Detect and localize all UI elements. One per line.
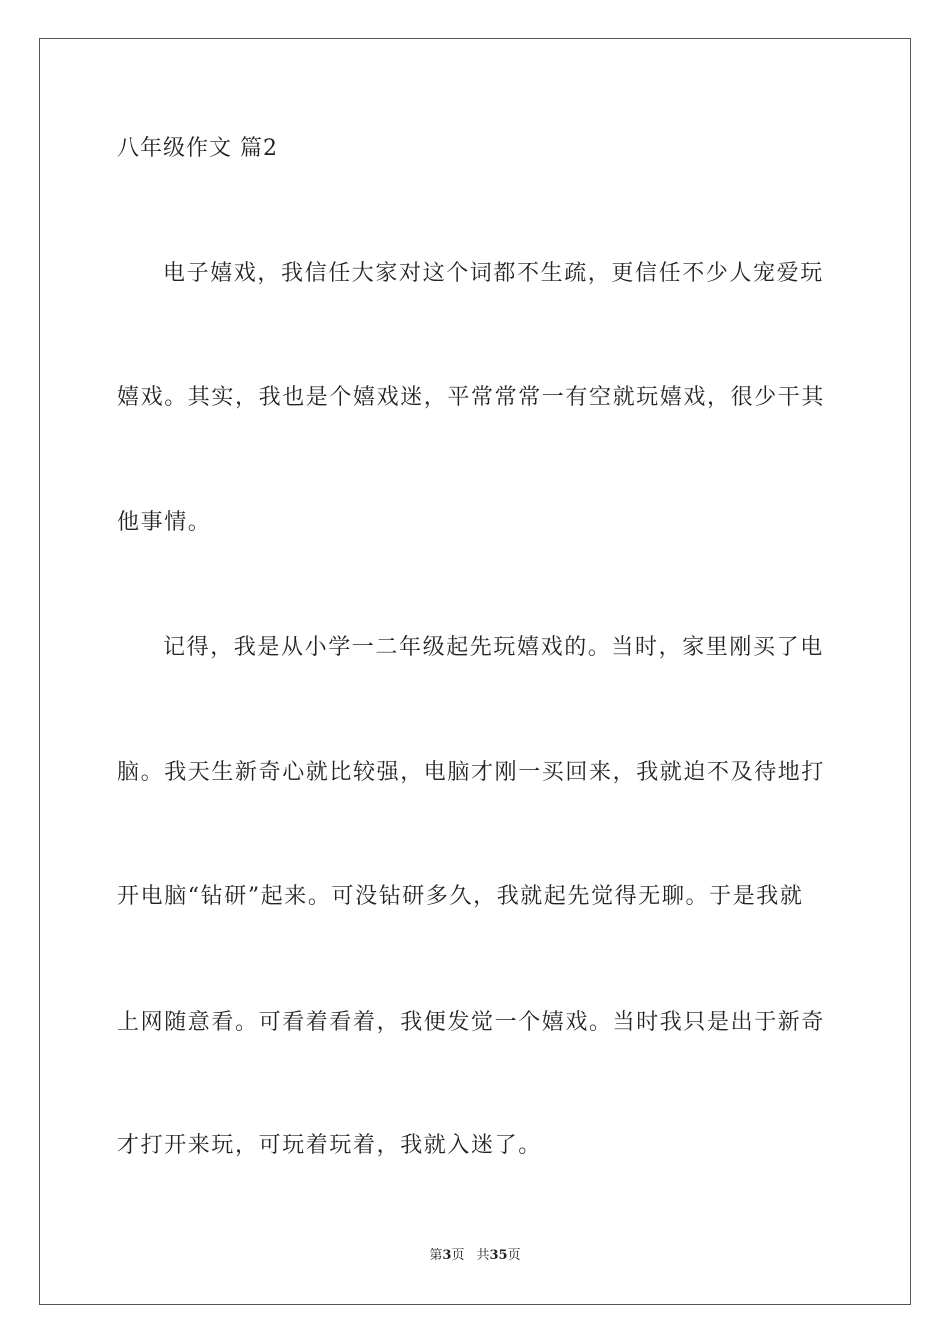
total-prefix: 共 (476, 1248, 490, 1263)
page-total-number: 35 (489, 1248, 508, 1263)
paragraph-2-line-2: 脑。我天生新奇心就比较强，电脑才刚一买回来，我就迫不及待地打 (117, 760, 826, 785)
page-footer (0, 1247, 950, 1265)
paragraph-1-line-3: 他事情。 (117, 510, 212, 535)
page-border (39, 38, 911, 1305)
page-current-number: 3 (442, 1248, 452, 1263)
paragraph-2-line-5: 才打开来玩，可玩着玩着，我就入迷了。 (117, 1133, 542, 1158)
document-heading: 八年级作文 篇2 (117, 136, 278, 161)
total-unit: 页 (507, 1248, 521, 1263)
page-unit: 页 (451, 1248, 465, 1263)
paragraph-2-line-4: 上网随意看。可看着看着，我便发觉一个嬉戏。当时我只是出于新奇 (117, 1010, 826, 1035)
paragraph-2-line-3: 开电脑“钻研”起来。可没钻研多久，我就起先觉得无聊。于是我就 (117, 884, 804, 909)
paragraph-1-line-2: 嬉戏。其实，我也是个嬉戏迷，平常常常一有空就玩嬉戏，很少干其 (117, 385, 826, 410)
paragraph-2-line-1: 记得，我是从小学一二年级起先玩嬉戏的。当时，家里刚买了电 (163, 635, 824, 660)
page-prefix: 第 (429, 1248, 443, 1263)
paragraph-1-line-1: 电子嬉戏，我信任大家对这个词都不生疏，更信任不少人宠爱玩 (163, 261, 824, 286)
